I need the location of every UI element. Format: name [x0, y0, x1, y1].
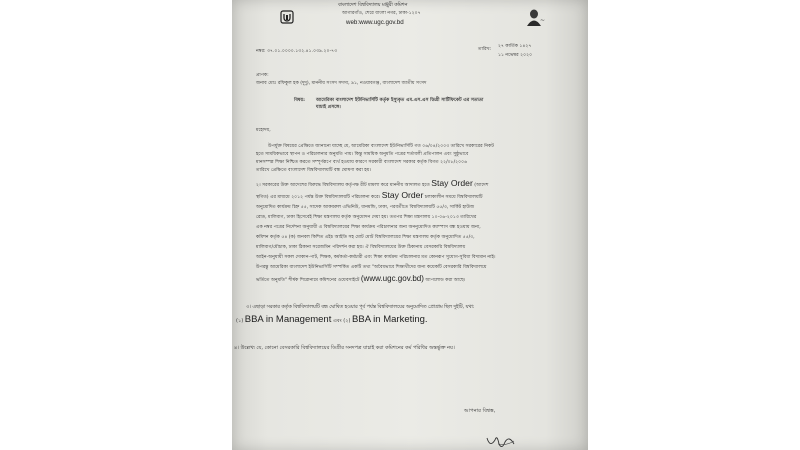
para2-first-line — [256, 178, 489, 188]
program-join: এবং — [332, 318, 342, 324]
subject-label: বিষয়: — [294, 98, 305, 103]
para3-programs — [236, 314, 428, 325]
org-address: আগারগাঁও, শেরে বাংলা নগর, ঢাকা-১২০৭ — [342, 11, 421, 16]
program-1-name: BBA in Management — [244, 314, 332, 325]
memo-date-gregorian: ১১ নভেম্বর ২০২০ — [498, 53, 533, 58]
recipient-label: প্রাপক: — [256, 73, 269, 78]
para2-line-8: আইন-অনুযায়ী সকল দোকান-পাট, শিক্ষক, কর্মকর্তা-কর্মচারী এবং শিক্ষা কার্যক্রম পরিচালনার মত কোনরূপ সুযোগ-সুবিধা বিদ্যমান নাই। — [256, 255, 496, 260]
para2-line-5: এক নম্বর পত্রের নির্দেশনা অনুযায়ী এ বিশ্ববিদ্যালয়ের শিক্ষা কার্যক্রম পরিচালনার জন্য অননুমোদিত ক্যাম্পাস বন্ধ হওয়ায় জন্য, — [256, 225, 481, 230]
para2-second-line — [256, 190, 483, 200]
para4-text: উল্লেখ্য যে, কোনো বেসরকারি বিশ্ববিদ্যালয়ের ডিগ্রীর সনদপত্র যাচাই করা কমিশনের কর্ম পরিধির অন্তর্ভুক্ত নয়। — [240, 345, 455, 351]
para2-last-tail: আপলোড করা আছে। — [425, 278, 466, 283]
subject-line-2: যাচাই প্রসঙ্গে। — [316, 105, 341, 110]
program-2-number: (২) — [343, 318, 351, 324]
ugc-website-ref: (www.ugc.gov.bd) — [360, 274, 424, 283]
memo-ref: নম্বর: ৩৭.০১.০০০০.১৩২.৪১.০৩৯.২০-৭৩ — [256, 49, 338, 54]
org-website: web:www.ugc.gov.bd — [346, 19, 404, 26]
para2-line-1-text: সরকারের উক্ত আদেশের বিরুদ্ধে বিশ্ববিদ্যালয় কর্তৃপক্ষ রীট মামলা করে মাননীয় আদালত হতে — [262, 183, 430, 188]
recipient-name: জনাব মোঃ রফিকুল হক (দুদু), মাননীয় সংসদ সদস্য, ৯১, নওয়াবগঞ্জ, বাংলাদেশ জাতীয় সংসদ — [256, 81, 427, 86]
para4-number: ৪। — [234, 345, 240, 351]
salutation: মহোদয়, — [256, 128, 271, 133]
org-name: বাংলাদেশ বিশ্ববিদ্যালয় মঞ্জুরী কমিশন — [338, 3, 408, 8]
para1-line-1: উপর্যুক্ত বিষয়ের প্রেক্ষিতে জানানো যাচ্ছে যে, আমেরিকা বাংলাদেশ ইউনিভার্সিটি গত ০৬/০৪/২০০৩ তারিখে সরকারের নিকট — [268, 144, 494, 149]
letter-page — [232, 0, 588, 450]
handwritten-signature-icon — [484, 430, 518, 448]
subject-line-1: আমেরিকা বাংলাদেশ ইউনিভার্সিটি কর্তৃক ইস্যুকৃত এম.এস.এস ডিগ্রী সার্টিফিকেট এর সত্যতা — [316, 98, 484, 103]
para2-line-1-tail: (আদেশ — [474, 183, 489, 188]
para2-number: ২। — [256, 183, 261, 188]
para2-line-2-text: স্থগিত) এর মাধ্যমে ২০১২ পর্যন্ত উক্ত বিশ্ববিদ্যালয়টি পরিচালনা করে। — [256, 195, 381, 200]
para2-last-text: ভর্তিতে অনুমতি" শীর্ষক শিরোনামে কমিশনের ওয়েবসাইটে — [256, 278, 360, 283]
para4-line — [234, 346, 455, 351]
para1-line-3: মানসম্পন্ন শিক্ষা নিশ্চিত করতে সম্পূর্ণরূপে ব্যর্থ হওয়ায় কারণে সরকারী বাংলাদেশ সরকার কর্তৃক বিগত ২২/০৮/২০০৬ — [256, 160, 468, 165]
para2-last-line — [256, 276, 465, 283]
program-1-number: (১) — [236, 318, 244, 324]
memo-date-bangla: ২৭ কার্তিক ১৪২৭ — [498, 44, 532, 49]
memo-date-label: তারিখ: — [478, 47, 492, 52]
para2-line-4: রোড, মালিবাগ, ঢাকা হিসেবেই শিক্ষা মন্ত্রণালয় কর্তৃক অনুমোদন দেয়া হয়। ততপর শিক্ষা মন্ত্রণালয় ১০-০৬-২০১৩ তারিখের — [256, 215, 477, 220]
para2-line-2-tail: চলাকালীন সময়ে বিশ্ববিদ্যালয়টি — [424, 195, 483, 200]
program-2-name: BBA in Marketing. — [352, 314, 428, 325]
stay-order-term: Stay Order — [431, 178, 473, 188]
para1-line-4: তারিখে প্রেক্ষিতে বাংলাদেশ বিশ্ববিদ্যালয়টি বন্ধ ঘোষণা করা হয়। — [256, 168, 372, 173]
para1-line-2: হতে সাময়িকভাবে স্থাপন ও পরিচালনার অনুমতি পায়। কিন্তু সাময়িক অনুমতি পত্রের শর্তাবলী প্রতিপালন এবং সুষ্ঠুভাবে — [256, 152, 469, 157]
para2-line-3: অনুমোদিত কার্যক্রম চিহ্ন ৫৫, সাদেক আকবরুল এভিনিউ, ধানমন্ডি, ঢাকা, পরবর্তীতে বিশ্ববিদ্যালয়টি ৫৫/৩, সার্কিট হাউজ — [256, 205, 475, 210]
para2-line-7: মালিবাগ/মৌচাক, ঢাকা ঠিকানা সরেজমিন পরিদর্শন করা হয়। ঐ বিশ্ববিদ্যালয়ের উক্ত ঠিকানায় বেসরকারি বিশ্ববিদ্যালয় — [256, 245, 466, 250]
portrait-emblem-icon — [526, 8, 548, 26]
ugc-emblem-icon — [280, 10, 294, 24]
svg-text:~: ~ — [540, 17, 546, 24]
para3-text: এছাড়া সরকার কর্তৃক বিশ্ববিদ্যালয়টি বন্ধ ঘোষিত হওয়ার পূর্ব পর্যন্ত বিশ্ববিদ্যালয়ের অনুমোদিত প্রোগ্রাম ছিল দুইটি, যথা: — [252, 305, 475, 310]
para3-first-line — [246, 305, 474, 310]
para2-line-6: কমিশন কর্তৃক ৫৪ (ক) জনবল কিশিত এইচ আইডি সহ মোট মোট বিশ্ববিদ্যালয়ের শিক্ষা মন্ত্রণালয় কর্তৃক অনুমোদিত ৫৫/৩, — [256, 235, 475, 240]
para2-line-9: উপরন্তু আমেরিকা বাংলাদেশ ইউনিভার্সিটি সম্পর্কিত একটি তথ্য "অবৈধভাবে শিক্ষার্থীদের জন্য কয়েকটি বেসরকারি বিশ্ববিদ্যালয়ে — [256, 265, 487, 270]
stay-order-term-2: Stay Order — [381, 190, 424, 200]
closing: আপনার বিশ্বস্ত, — [464, 408, 496, 414]
para3-number: ৩। — [246, 305, 251, 310]
